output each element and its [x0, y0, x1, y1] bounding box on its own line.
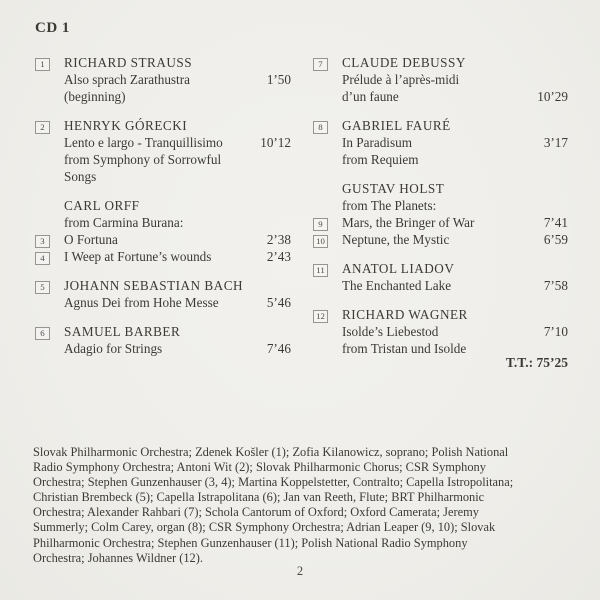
- track-title: d’un faune: [342, 89, 399, 104]
- track-title: Also sprach Zarathustra: [64, 72, 190, 87]
- work-group: [35, 277, 291, 311]
- track-line: [35, 231, 291, 248]
- track-number-cell: [313, 54, 342, 71]
- tracklist-left-column: [35, 54, 291, 369]
- track-number-cell: [35, 277, 64, 294]
- track-number-cell: [313, 306, 342, 323]
- work-group: [313, 306, 568, 357]
- track-number-cell: [313, 260, 342, 277]
- track-number-box: 7: [313, 58, 328, 71]
- track-title: I Weep at Fortune’s wounds: [64, 249, 212, 264]
- track-number-box: 4: [35, 252, 50, 265]
- track-title: Agnus Dei from Hohe Messe: [64, 295, 219, 310]
- disc-title: CD 1: [35, 20, 70, 36]
- tracklist-right-column: [313, 54, 568, 369]
- track-duration: 7’41: [543, 215, 568, 230]
- track-title: from The Planets:: [342, 198, 437, 213]
- track-line: [35, 323, 291, 340]
- track-duration: 7’10: [543, 324, 568, 339]
- track-line: [35, 214, 291, 231]
- track-number-cell: [35, 54, 64, 71]
- track-line: [35, 117, 291, 134]
- track-duration: 6’59: [543, 232, 568, 247]
- track-duration: 10’12: [260, 135, 291, 150]
- track-number-box: 6: [35, 327, 50, 340]
- track-line: [313, 214, 568, 231]
- track-line: [313, 151, 568, 168]
- track-number-cell: [35, 117, 64, 134]
- track-line: [35, 248, 291, 265]
- track-title: from Tristan und Isolde: [342, 341, 467, 356]
- composer-name: JOHANN SEBASTIAN BACH: [64, 278, 244, 293]
- composer-name: SAMUEL BARBER: [64, 324, 181, 339]
- composer-name: GUSTAV HOLST: [342, 181, 445, 196]
- track-number-box: 5: [35, 281, 50, 294]
- track-line: [35, 168, 291, 185]
- track-line: [313, 54, 568, 71]
- track-number-cell: [35, 323, 64, 340]
- track-line: [35, 71, 291, 88]
- track-duration: 7’58: [543, 278, 568, 293]
- composer-name: ANATOL LIADOV: [342, 261, 455, 276]
- track-duration: 2’38: [266, 232, 291, 247]
- track-number-box: 1: [35, 58, 50, 71]
- track-title: In Paradisum: [342, 135, 412, 150]
- track-line: [35, 151, 291, 168]
- track-line: [313, 71, 568, 88]
- credit-line: Radio Symphony Orchestra; Antoni Wit (2); Slovak Philharmonic Chorus; CSR Symphony: [33, 460, 486, 475]
- track-title: Adagio for Strings: [64, 341, 163, 356]
- track-duration: 10’29: [537, 89, 568, 104]
- composer-name: HENRYK GÓRECKI: [64, 118, 188, 133]
- track-title: Songs: [64, 169, 97, 184]
- track-number-box: 10: [313, 235, 328, 248]
- track-title: Isolde’s Liebestod: [342, 324, 439, 339]
- track-line: [35, 54, 291, 71]
- track-line: [313, 88, 568, 105]
- track-number-box: 12: [313, 310, 328, 323]
- track-title: The Enchanted Lake: [342, 278, 452, 293]
- track-number-cell: [313, 231, 342, 248]
- track-duration: 3’17: [543, 135, 568, 150]
- work-group: [313, 180, 568, 248]
- work-group: [35, 54, 291, 105]
- track-number-box: 2: [35, 121, 50, 134]
- track-line: [35, 197, 291, 214]
- work-group: [35, 323, 291, 357]
- track-line: [313, 180, 568, 197]
- track-title: from Symphony of Sorrowful: [64, 152, 222, 167]
- track-number-cell: [313, 117, 342, 134]
- track-title: from Carmina Burana:: [64, 215, 184, 230]
- track-title: Mars, the Bringer of War: [342, 215, 475, 230]
- track-line: [35, 340, 291, 357]
- credit-line: Christian Brembeck (5); Capella Istrapolitana (6); Jan van Reeth, Flute; BRT Philharmonic: [33, 490, 485, 505]
- work-group: [35, 197, 291, 265]
- credit-line: Orchestra; Alexander Rahbari (7); Schola Cantorum of Oxford; Oxford Camerata; Jeremy: [33, 505, 479, 520]
- track-title: Neptune, the Mystic: [342, 232, 450, 247]
- track-title: O Fortuna: [64, 232, 118, 247]
- credit-line: Summerly; Colm Carey, organ (8); CSR Symphony Orchestra; Adrian Leaper (9, 10); Slovak: [33, 520, 496, 535]
- track-line: [35, 294, 291, 311]
- track-line: [313, 260, 568, 277]
- track-number-cell: [35, 231, 64, 248]
- track-line: [313, 134, 568, 151]
- track-number-box: 9: [313, 218, 328, 231]
- track-title: Lento e largo - Tranquillisimo: [64, 135, 223, 150]
- composer-name: RICHARD WAGNER: [342, 307, 468, 322]
- track-duration: 5’46: [266, 295, 291, 310]
- track-duration: 1’50: [266, 72, 291, 87]
- composer-name: CARL ORFF: [64, 198, 140, 213]
- credit-line: Orchestra; Johannes Wildner (12).: [33, 550, 203, 565]
- credit-line: Slovak Philharmonic Orchestra; Zdenek Košler (1); Zofia Kilanowicz, soprano; Polish National: [33, 445, 509, 459]
- track-title: Prélude à l’après-midi: [342, 72, 460, 87]
- track-title: from Requiem: [342, 152, 419, 167]
- credit-line: Orchestra; Stephen Gunzenhauser (3, 4); Martina Koppelstetter, Contralto; Capella Istropolitana;: [33, 475, 514, 490]
- track-number-cell: [35, 248, 64, 265]
- track-number-box: 3: [35, 235, 50, 248]
- track-number-box: 8: [313, 121, 328, 134]
- work-group: [313, 260, 568, 294]
- track-line: [35, 277, 291, 294]
- track-line: [35, 134, 291, 151]
- track-line: [313, 277, 568, 294]
- composer-name: GABRIEL FAURÉ: [342, 118, 451, 133]
- composer-name: RICHARD STRAUSS: [64, 55, 193, 70]
- track-duration: 7’46: [266, 341, 291, 356]
- track-line: [35, 88, 291, 105]
- page-number: 2: [296, 564, 304, 578]
- track-line: [313, 323, 568, 340]
- credit-line: Philharmonic Orchestra; Stephen Gunzenhauser (11); Polish National Radio Symphony: [33, 535, 468, 550]
- credits-paragraph: [33, 445, 575, 566]
- track-number-cell: [313, 214, 342, 231]
- work-group: [313, 54, 568, 105]
- composer-name: CLAUDE DEBUSSY: [342, 55, 466, 70]
- track-number-box: 11: [313, 264, 328, 277]
- track-line: [313, 197, 568, 214]
- track-line: [313, 306, 568, 323]
- track-line: [313, 231, 568, 248]
- track-duration: 2’43: [266, 249, 291, 264]
- total-time: T.T.: 75’25: [505, 355, 568, 370]
- track-title: (beginning): [64, 89, 126, 104]
- work-group: [313, 117, 568, 168]
- track-line: [313, 117, 568, 134]
- work-group: [35, 117, 291, 185]
